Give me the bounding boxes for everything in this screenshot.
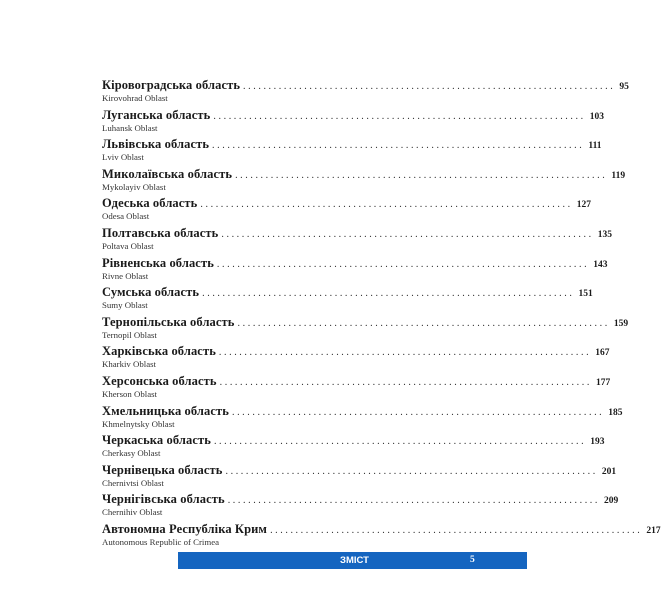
dot-leader: ......................................................................... [218, 347, 592, 359]
toc-entry[interactable] [102, 225, 612, 255]
dot-leader: ......................................................................... [243, 81, 616, 92]
dot-leader: ......................................................................... [213, 110, 586, 122]
toc-entry[interactable] [102, 107, 604, 137]
footer-bar [178, 552, 527, 569]
entry-title: Херсонська область [102, 373, 217, 388]
entry-title: Львівська область [102, 137, 210, 152]
toc-entry[interactable] [102, 521, 661, 551]
entry-subtitle: Poltava Oblast [102, 240, 154, 251]
entry-title: Сумська область [102, 285, 200, 300]
toc-entry[interactable] [102, 255, 608, 285]
entry-page-number: 167 [595, 348, 610, 359]
entry-page-number: 217 [646, 525, 661, 536]
entry-subtitle: Luhansk Oblast [102, 122, 158, 133]
entry-title: Луганська область [102, 107, 211, 122]
dot-leader: ......................................................................... [227, 495, 601, 507]
dot-leader: ......................................................................... [270, 524, 643, 536]
dot-leader: ......................................................................... [200, 199, 573, 211]
entry-title: Автономна Республіка Крим [102, 521, 268, 536]
entry-title: Рівненська область [102, 255, 214, 270]
entry-title: Полтавська область [102, 225, 219, 240]
entry-page-number: 119 [611, 170, 626, 181]
entry-subtitle: Lviv Oblast [102, 152, 144, 163]
entry-page-number: 185 [608, 407, 623, 418]
entry-page-number: 135 [597, 229, 612, 240]
entry-page-number: 201 [601, 466, 617, 477]
toc-entry[interactable] [102, 314, 629, 344]
toc-entry[interactable] [102, 136, 602, 166]
toc-entry[interactable] [102, 195, 591, 225]
entry-page-number: 111 [588, 141, 602, 152]
entry-subtitle: Chernivtsi Oblast [102, 477, 164, 488]
entry-page-number: 209 [604, 496, 619, 507]
dot-leader: ......................................................................... [237, 317, 610, 329]
toc-entry[interactable] [102, 284, 593, 314]
dot-leader: ......................................................................... [202, 288, 575, 300]
footer-section-label: ЗМІСТ [340, 555, 369, 566]
dot-leader: ......................................................................... [231, 406, 605, 418]
entry-subtitle: Kharkiv Oblast [102, 359, 156, 370]
dot-leader: ......................................................................... [213, 436, 587, 448]
entry-subtitle: Rivne Oblast [102, 270, 149, 281]
toc-entry[interactable] [102, 432, 605, 462]
dot-leader: ......................................................................... [235, 169, 608, 181]
entry-subtitle: Ternopil Oblast [102, 329, 157, 340]
entry-title: Миколаївська область [102, 166, 233, 181]
dot-leader: ......................................................................... [212, 140, 585, 152]
entry-subtitle: Chernihiv Oblast [102, 507, 163, 518]
entry-page-number: 151 [578, 289, 593, 300]
dot-leader: ......................................................................... [219, 376, 592, 388]
entry-title: Чернігівська область [102, 492, 225, 507]
entry-page-number: 193 [590, 437, 605, 448]
entry-title: Тернопільська область [102, 314, 235, 329]
entry-page-number: 103 [589, 111, 604, 122]
entry-page-number: 159 [613, 318, 629, 329]
entry-title: Черкаська область [102, 433, 211, 448]
entry-subtitle: Sumy Oblast [102, 300, 148, 311]
entry-title: Одеська область [102, 196, 198, 211]
toc-entry[interactable] [102, 373, 611, 403]
entry-page-number: 95 [619, 82, 629, 92]
toc-entry[interactable] [102, 343, 610, 373]
entry-page-number: 177 [595, 377, 611, 388]
toc-entry[interactable] [102, 166, 626, 196]
dot-leader: ......................................................................... [221, 228, 594, 240]
entry-subtitle: Odesa Oblast [102, 211, 150, 222]
toc-entry[interactable] [102, 77, 629, 107]
entry-page-number: 127 [576, 200, 591, 211]
footer-page-number: 5 [470, 555, 475, 565]
dot-leader: ......................................................................... [216, 258, 590, 270]
entry-subtitle: Mykolayiv Oblast [102, 181, 166, 192]
entry-title: Чернівецька область [102, 462, 223, 477]
toc-entry[interactable] [102, 491, 619, 521]
entry-title: Харківська область [102, 344, 216, 359]
entry-subtitle: Autonomous Republic of Crimea [102, 536, 220, 547]
toc-entry[interactable] [102, 462, 617, 492]
dot-leader: ......................................................................... [225, 465, 598, 477]
table-of-contents [102, 77, 661, 551]
entry-page-number: 143 [593, 259, 608, 270]
entry-subtitle: Kirovohrad Oblast [102, 93, 168, 103]
entry-subtitle: Cherkasy Oblast [102, 448, 161, 459]
entry-subtitle: Kherson Oblast [102, 388, 157, 399]
entry-subtitle: Khmelnytsky Oblast [102, 418, 175, 429]
toc-entry[interactable] [102, 403, 623, 433]
entry-title: Кіровоградська область [102, 78, 241, 92]
entry-title: Хмельницька область [102, 403, 229, 418]
